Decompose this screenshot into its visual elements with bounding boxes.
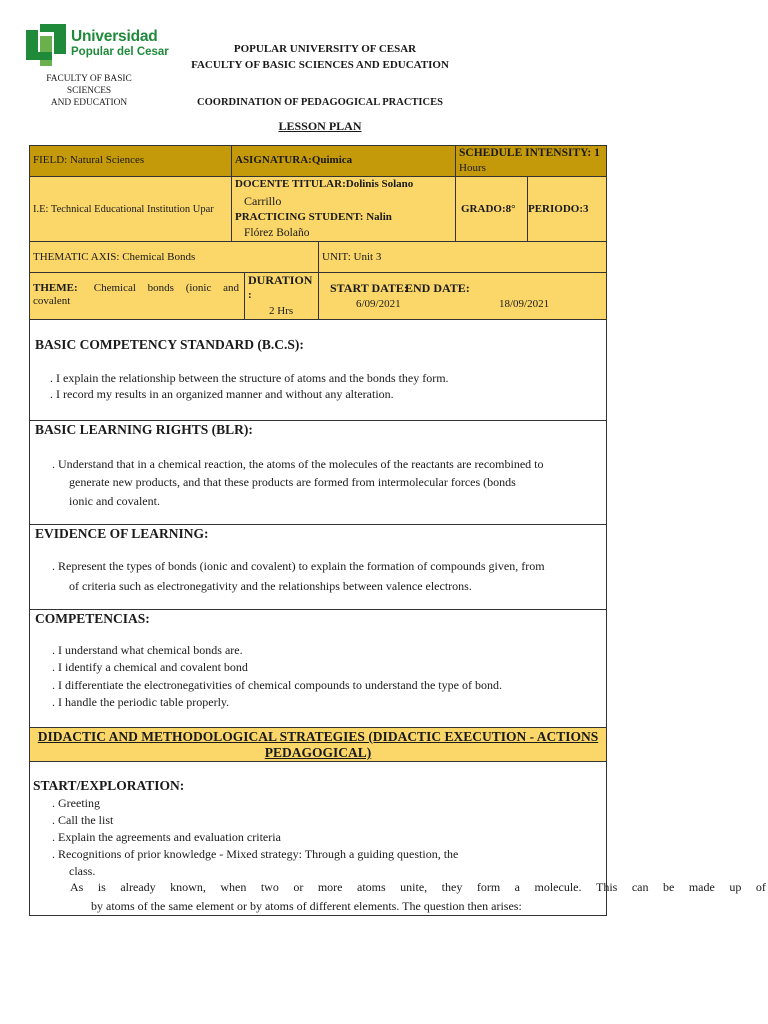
unit-cell xyxy=(318,241,607,273)
bcs-item: . I explain the relationship between the structure of atoms and the bonds they form. xyxy=(50,371,449,385)
periodo-cell xyxy=(527,176,607,242)
schedule-unit: Hours xyxy=(459,162,486,174)
periodo-text: PERIODO:3 xyxy=(528,203,589,215)
evidence-title: EVIDENCE OF LEARNING: xyxy=(35,526,209,541)
competencias-section xyxy=(29,609,607,728)
duration-value: 2 Hrs xyxy=(269,305,294,317)
student-line: PRACTICING STUDENT: Nalin xyxy=(235,211,392,223)
end-date-label: END DATE: xyxy=(405,281,470,295)
paragraph-word: unite, xyxy=(400,880,428,894)
paragraph-word: already xyxy=(120,880,156,894)
theme-line-1: THEME: Chemical bonds (ionic and xyxy=(33,282,239,294)
bcs-item: . I record my results in an organized manner and without any alteration. xyxy=(50,387,394,401)
paragraph-word: can xyxy=(631,880,649,894)
duration-cell xyxy=(244,272,319,320)
start-title: START/EXPLORATION: xyxy=(33,778,185,793)
paragraph-word: As xyxy=(70,880,84,894)
teacher-cell xyxy=(231,176,456,242)
student-name: Nalin xyxy=(366,211,392,223)
blr-title: BASIC LEARNING RIGHTS (BLR): xyxy=(35,422,253,437)
start-paragraph-line-1 xyxy=(70,880,766,895)
schedule-cell xyxy=(455,145,607,177)
strategies-line-1: DIDACTIC AND METHODOLOGICAL STRATEGIES (DIDACTIC EXECUTION - ACTIONS xyxy=(37,729,599,744)
blr-line: . Understand that in a chemical reaction, the atoms of the molecules of the reactants are recombined to xyxy=(52,457,544,471)
grado-text: GRADO:8° xyxy=(461,203,516,215)
field-cell xyxy=(29,145,232,177)
grado-cell xyxy=(455,176,528,242)
paragraph-word: atoms xyxy=(357,880,386,894)
logo-wordmark-line2: Popular del Cesar xyxy=(71,46,169,58)
evidence-section xyxy=(29,524,607,610)
duration-colon: : xyxy=(248,289,252,301)
blr-section xyxy=(29,420,607,525)
start-date-label: START DATE: xyxy=(330,281,408,295)
university-name: POPULAR UNIVERSITY OF CESAR xyxy=(233,43,417,55)
start-item: class. xyxy=(69,864,96,878)
strategies-line-2: PEDAGOGICAL) xyxy=(264,745,372,760)
asignatura-value: Quimica xyxy=(311,154,353,166)
dates-cell xyxy=(318,272,607,320)
paragraph-word: they xyxy=(441,880,463,894)
theme-value-2: covalent xyxy=(33,295,71,307)
theme-cell xyxy=(29,272,245,320)
paragraph-word: when xyxy=(220,880,247,894)
start-date-value: 6/09/2021 xyxy=(356,298,401,310)
paragraph-word: a xyxy=(514,880,520,894)
paragraph-word: two xyxy=(260,880,279,894)
student-name-2: Flórez Bolaño xyxy=(244,227,310,239)
paragraph-word: more xyxy=(317,880,343,894)
paragraph-word: up xyxy=(729,880,742,894)
start-paragraph-line-2: by atoms of the same element or by atoms of different elements. The question then arises: xyxy=(91,899,522,913)
duration-label: DURATION xyxy=(248,273,313,287)
start-item: . Recognitions of prior knowledge - Mixed strategy: Through a guiding question, the xyxy=(52,847,459,861)
paragraph-word: known, xyxy=(170,880,206,894)
paragraph-word: is xyxy=(97,880,106,894)
paragraph-word: or xyxy=(293,880,304,894)
end-date-value: 18/09/2021 xyxy=(499,298,550,310)
faculty-name: FACULTY OF BASIC SCIENCES AND EDUCATION xyxy=(191,59,449,71)
schedule-label: SCHEDULE INTENSITY: 1 xyxy=(459,147,600,159)
bcs-title: BASIC COMPETENCY STANDARD (B.C.S): xyxy=(35,337,304,352)
document-title: LESSON PLAN xyxy=(278,119,362,133)
competencias-title: COMPETENCIAS: xyxy=(35,611,150,626)
theme-text xyxy=(33,282,239,308)
docente-name: Dolinis Solano xyxy=(345,178,414,190)
faculty-under-logo xyxy=(24,73,154,109)
bcs-section xyxy=(29,319,607,421)
paragraph-word: molecule. xyxy=(534,880,582,894)
start-item: . Call the list xyxy=(52,813,114,827)
competencia-item: . I handle the periodic table properly. xyxy=(52,695,230,709)
paragraph-word: This xyxy=(595,880,618,894)
start-item: . Greeting xyxy=(52,796,100,810)
paragraph-word: made xyxy=(688,880,715,894)
faculty-line-1: FACULTY OF BASIC SCIENCES xyxy=(46,74,132,96)
strategies-banner xyxy=(29,727,607,762)
start-item: . Explain the agreements and evaluation criteria xyxy=(52,830,281,844)
university-logo xyxy=(26,22,169,72)
coordination-name: COORDINATION OF PEDAGOGICAL PRACTICES xyxy=(197,97,443,108)
faculty-line-2: AND EDUCATION xyxy=(50,98,128,108)
theme-value-1: Chemical bonds (ionic and xyxy=(93,282,239,294)
evidence-line: . Represent the types of bonds (ionic and covalent) to explain the formation of compounds given, from xyxy=(52,559,545,573)
docente-name-2: Carrillo xyxy=(244,194,282,208)
field-text: FIELD: Natural Sciences xyxy=(33,154,145,166)
competencia-item: . I differentiate the electronegativities of chemical compounds to understand the type of bond. xyxy=(52,678,502,692)
unit-text: UNIT: Unit 3 xyxy=(322,251,382,263)
ie-cell xyxy=(29,176,232,242)
logo-wordmark-line1: Universidad xyxy=(71,28,158,45)
thematic-axis-text: THEMATIC AXIS: Chemical Bonds xyxy=(33,251,196,263)
paragraph-word: form xyxy=(476,880,501,894)
asignatura-cell xyxy=(231,145,456,177)
docente-line: DOCENTE TITULAR:Dolinis Solano xyxy=(235,178,414,190)
paragraph-word: of xyxy=(755,880,766,894)
blr-line: generate new products, and that these products are formed from intermolecular forces (bonds xyxy=(69,475,516,489)
ie-text: I.E: Technical Educational Institution Upar xyxy=(33,204,214,215)
university-logo-icon xyxy=(26,22,68,68)
thematic-axis-cell xyxy=(29,241,319,273)
asignatura-label: ASIGNATURA:Quimica xyxy=(235,154,353,166)
paragraph-word: be xyxy=(662,880,675,894)
competencia-item: . I identify a chemical and covalent bond xyxy=(52,660,248,674)
evidence-line: of criteria such as electronegativity and the relationships between valence electrons. xyxy=(69,579,472,593)
blr-line: ionic and covalent. xyxy=(69,494,160,508)
competencia-item: . I understand what chemical bonds are. xyxy=(52,643,243,657)
